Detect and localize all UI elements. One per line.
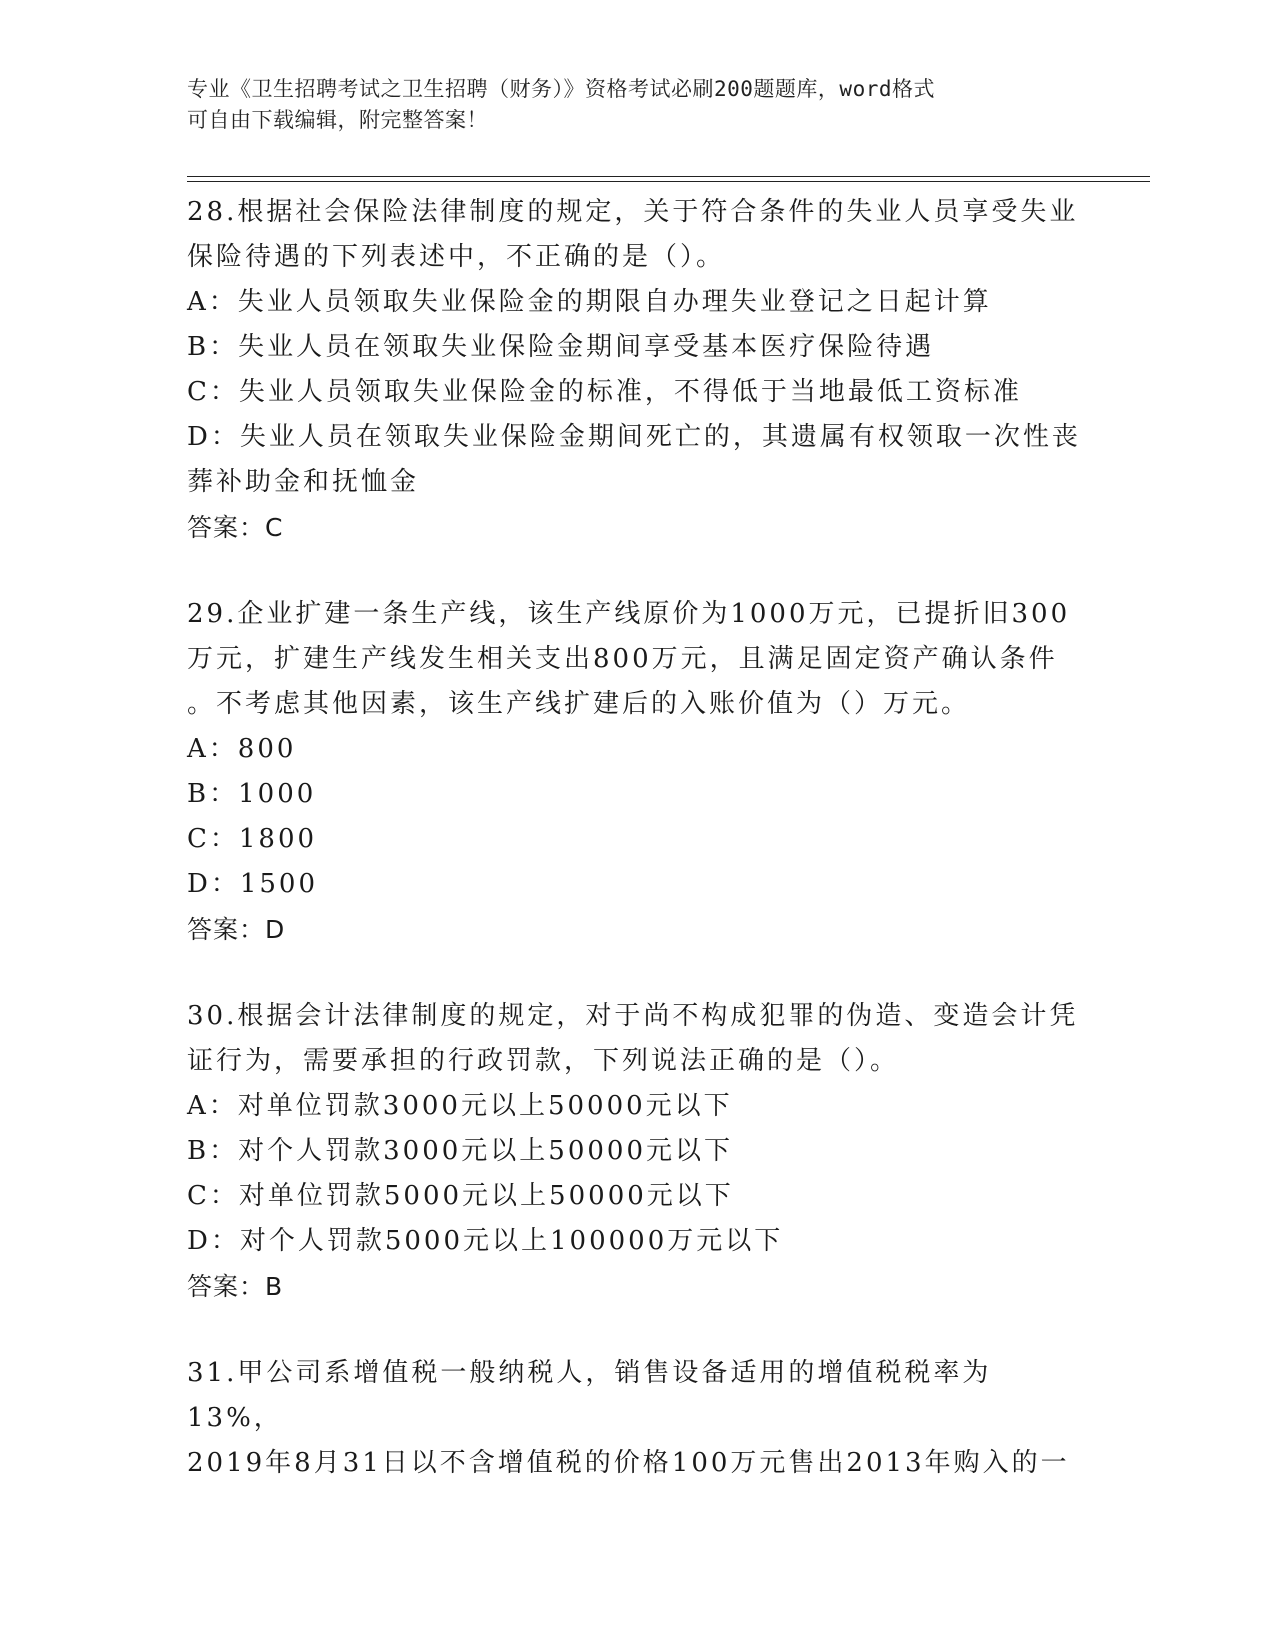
answer-label: 答案：B [187, 1272, 284, 1301]
option-c: C：1800 [187, 824, 318, 854]
option-d: D：对个人罚款5000元以上100000万元以下 [187, 1226, 784, 1256]
question-stem-line: 30.根据会计法律制度的规定，对于尚不构成犯罪的伪造、变造会计凭 [187, 1001, 1079, 1031]
option-d: D：1500 [187, 869, 319, 899]
option-b: B：1000 [187, 779, 317, 809]
question-stem-line: 。不考虑其他因素，该生产线扩建后的入账价值为（）万元。 [187, 689, 971, 719]
option-a: A：失业人员领取失业保险金的期限自办理失业登记之日起计算 [187, 287, 992, 317]
header-divider-top [187, 176, 1150, 177]
question-stem-line: 2019年8月31日以不含增值税的价格100万元售出2013年购入的一 [187, 1448, 1070, 1478]
option-d-continued: 葬补助金和抚恤金 [187, 467, 420, 497]
question-stem-line: 证行为，需要承担的行政罚款，下列说法正确的是（）。 [187, 1046, 900, 1076]
question-stem-line: 31.甲公司系增值税一般纳税人，销售设备适用的增值税税率为13%， [187, 1358, 992, 1433]
answer-label: 答案：D [187, 915, 286, 944]
question-stem-line: 保险待遇的下列表述中，不正确的是（）。 [187, 242, 726, 272]
document-header [187, 74, 1067, 136]
question-stem-line: 29.企业扩建一条生产线，该生产线原价为1000万元，已提折旧300 [187, 599, 1071, 629]
option-a: A：对单位罚款3000元以上50000元以下 [187, 1091, 733, 1121]
question-29 [187, 592, 1087, 952]
option-d: D：失业人员在领取失业保险金期间死亡的，其遗属有权领取一次性丧 [187, 422, 1081, 452]
question-28 [187, 190, 1087, 550]
question-list [187, 190, 1087, 1528]
question-30 [187, 994, 1087, 1309]
header-line-1: 专业《卫生招聘考试之卫生招聘（财务）》资格考试必刷200题题库，word格式 [187, 77, 935, 101]
option-c: C：对单位罚款5000元以上50000元以下 [187, 1181, 734, 1211]
option-a: A：800 [187, 734, 297, 764]
option-c: C：失业人员领取失业保险金的标准，不得低于当地最低工资标准 [187, 377, 1022, 407]
option-b: B：失业人员在领取失业保险金期间享受基本医疗保险待遇 [187, 332, 935, 362]
answer-label: 答案：C [187, 513, 284, 542]
question-31 [187, 1351, 1087, 1486]
header-divider-bottom [187, 181, 1150, 182]
question-stem-line: 万元，扩建生产线发生相关支出800万元，且满足固定资产确认条件 [187, 644, 1058, 674]
option-b: B：对个人罚款3000元以上50000元以下 [187, 1136, 733, 1166]
question-stem-line: 28.根据社会保险法律制度的规定，关于符合条件的失业人员享受失业 [187, 197, 1079, 227]
header-line-2: 可自由下载编辑，附完整答案！ [187, 108, 488, 132]
